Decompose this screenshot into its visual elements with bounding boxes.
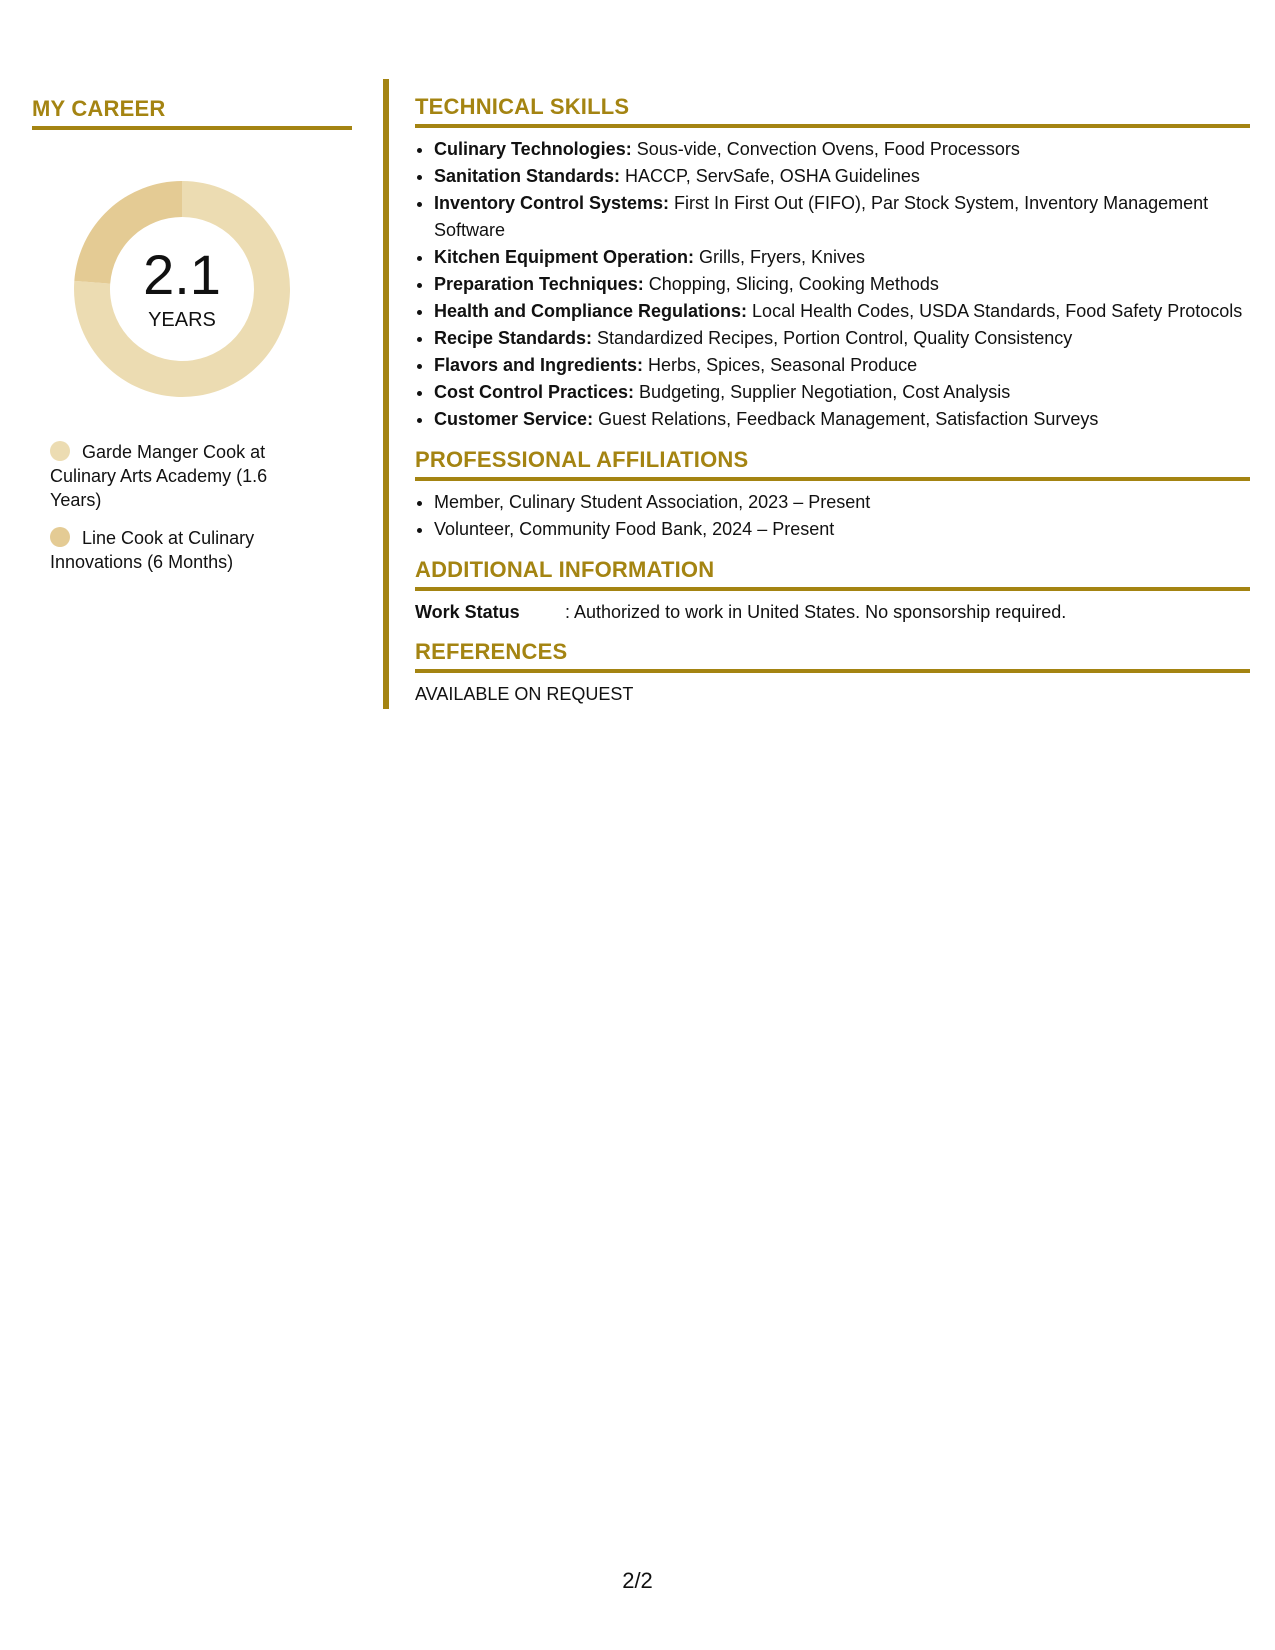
references-text: AVAILABLE ON REQUEST [415,684,634,704]
additional-info-heading: ADDITIONAL INFORMATION [415,557,1250,591]
donut-center [67,174,297,404]
work-status-value: : Authorized to work in United States. No sponsorship required. [565,602,1067,622]
legend-dot-icon [50,441,70,461]
skill-name: Inventory Control Systems: [434,193,670,213]
page-number: 2/2 [622,1568,653,1593]
references-section [415,639,1250,707]
total-years-value: 2.1 [143,242,221,306]
skill-detail: Budgeting, Supplier Negotiation, Cost Analysis [634,382,1011,402]
affiliations-section [415,447,1250,543]
skill-detail: Grills, Fryers, Knives [694,247,866,267]
skill-name: Flavors and Ingredients: [434,355,644,375]
career-sidebar [32,96,352,588]
technical-skills-section [415,94,1250,433]
skill-item [434,298,1250,325]
legend-item [50,440,300,512]
career-legend [50,440,300,574]
skill-detail: Sous-vide, Convection Ovens, Food Processors [631,139,1020,159]
skill-item [434,136,1250,163]
skill-name: Customer Service: [434,409,594,429]
affiliation-item: • Member, Culinary Student Association, 2023 – Present [434,489,1250,516]
skill-detail: Guest Relations, Feedback Management, Satisfaction Surveys [593,409,1099,429]
skill-name: Health and Compliance Regulations: [434,301,748,321]
legend-item [50,526,300,574]
skill-item [434,379,1250,406]
career-donut-chart [67,174,297,404]
skill-detail: HACCP, ServSafe, OSHA Guidelines [620,166,920,186]
skill-name: Cost Control Practices: [434,382,635,402]
skill-item [434,352,1250,379]
skill-detail: Chopping, Slicing, Cooking Methods [643,274,939,294]
main-content [415,94,1250,721]
references-heading: REFERENCES [415,639,1250,673]
technical-skills-list [415,136,1250,433]
skill-detail: Herbs, Spices, Seasonal Produce [643,355,918,375]
skill-name: Culinary Technologies: [434,139,632,159]
skill-detail: First In First Out (FIFO), Par Stock System, Inventory Management Software [434,193,1209,240]
total-years-unit: YEARS [148,308,216,331]
affiliations-list [415,489,1250,543]
work-status-row [415,599,1250,625]
skill-name: Kitchen Equipment Operation: [434,247,695,267]
skill-item [434,406,1250,433]
skill-name: Sanitation Standards: [434,166,621,186]
skill-detail: Local Health Codes, USDA Standards, Food Safety Protocols [747,301,1243,321]
legend-dot-icon [50,527,70,547]
skill-item [434,163,1250,190]
skill-name: Preparation Techniques: [434,274,644,294]
skill-item [434,271,1250,298]
legend-item-label: Line Cook at Culinary Innovations (6 Months) [50,528,255,572]
additional-info-section [415,557,1250,625]
legend-item-label: Garde Manger Cook at Culinary Arts Academy (1.6 Years) [50,442,268,510]
skill-item [434,325,1250,352]
skill-item [434,190,1250,244]
affiliation-item: • Volunteer, Community Food Bank, 2024 – Present [434,516,1250,543]
affiliations-heading: PROFESSIONAL AFFILIATIONS [415,447,1250,481]
skill-detail: Standardized Recipes, Portion Control, Quality Consistency [592,328,1073,348]
technical-skills-heading: TECHNICAL SKILLS [415,94,1250,128]
skill-item [434,244,1250,271]
skill-name: Recipe Standards: [434,328,593,348]
work-status-label: Work Status [415,602,520,622]
career-heading: MY CAREER [32,96,352,130]
column-divider [383,79,389,709]
